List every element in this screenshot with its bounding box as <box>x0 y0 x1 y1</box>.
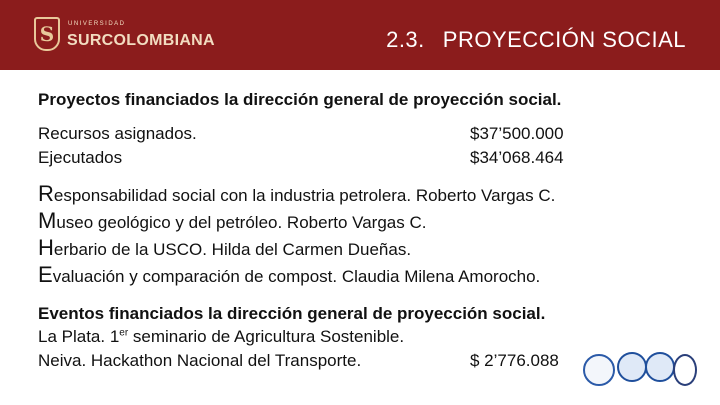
project-initial: E <box>38 262 53 287</box>
logo-letter: S <box>39 22 55 46</box>
certification-seals <box>583 350 693 388</box>
logo-subtitle: UNIVERSIDAD <box>68 21 126 27</box>
project-text: useo geológico y del petróleo. Roberto Vargas C. <box>56 213 427 232</box>
executed-value: $34’068.464 <box>470 148 564 167</box>
event-neiva-value: $ 2’776.088 <box>470 351 559 370</box>
project-initial: R <box>38 181 54 206</box>
university-shield-icon <box>34 17 60 51</box>
logo-name: SURCOLOMBIANA <box>67 32 215 49</box>
section-number: 2.3. <box>386 27 425 52</box>
project-text: esponsabilidad social con la industria petrolera. Roberto Vargas C. <box>53 186 556 205</box>
project-text: erbario de la USCO. Hilda del Carmen Dueñas. <box>53 240 412 259</box>
event-superscript: er <box>119 327 129 339</box>
project-item <box>38 262 540 288</box>
header-bar <box>0 0 720 70</box>
section-title-text: PROYECCIÓN SOCIAL <box>442 27 686 52</box>
project-item <box>38 181 555 207</box>
icontec-seal-icon <box>617 352 647 382</box>
project-text: valuación y comparación de compost. Claudia Milena Amorocho. <box>52 267 541 286</box>
certification-seal-icon <box>583 354 615 386</box>
event-text: La Plata. 1 <box>38 327 120 346</box>
event-la-plata <box>38 327 404 347</box>
projects-heading: Proyectos financiados la dirección general de proyección social. <box>38 90 562 109</box>
section-title <box>386 27 686 53</box>
project-item <box>38 235 411 261</box>
project-initial: H <box>38 235 54 260</box>
events-heading: Eventos financiados la dirección general de proyección social. <box>38 304 546 323</box>
event-neiva: Neiva. Hackathon Nacional del Transporte. <box>38 351 362 370</box>
project-initial: M <box>38 208 57 233</box>
iqnet-seal-icon <box>645 352 675 382</box>
executed-label: Ejecutados <box>38 148 123 167</box>
event-text: seminario de Agricultura Sostenible. <box>128 327 405 346</box>
project-item <box>38 208 426 234</box>
quality-seal-icon <box>673 354 697 386</box>
allocated-label: Recursos asignados. <box>38 124 197 143</box>
allocated-value: $37’500.000 <box>470 124 564 143</box>
